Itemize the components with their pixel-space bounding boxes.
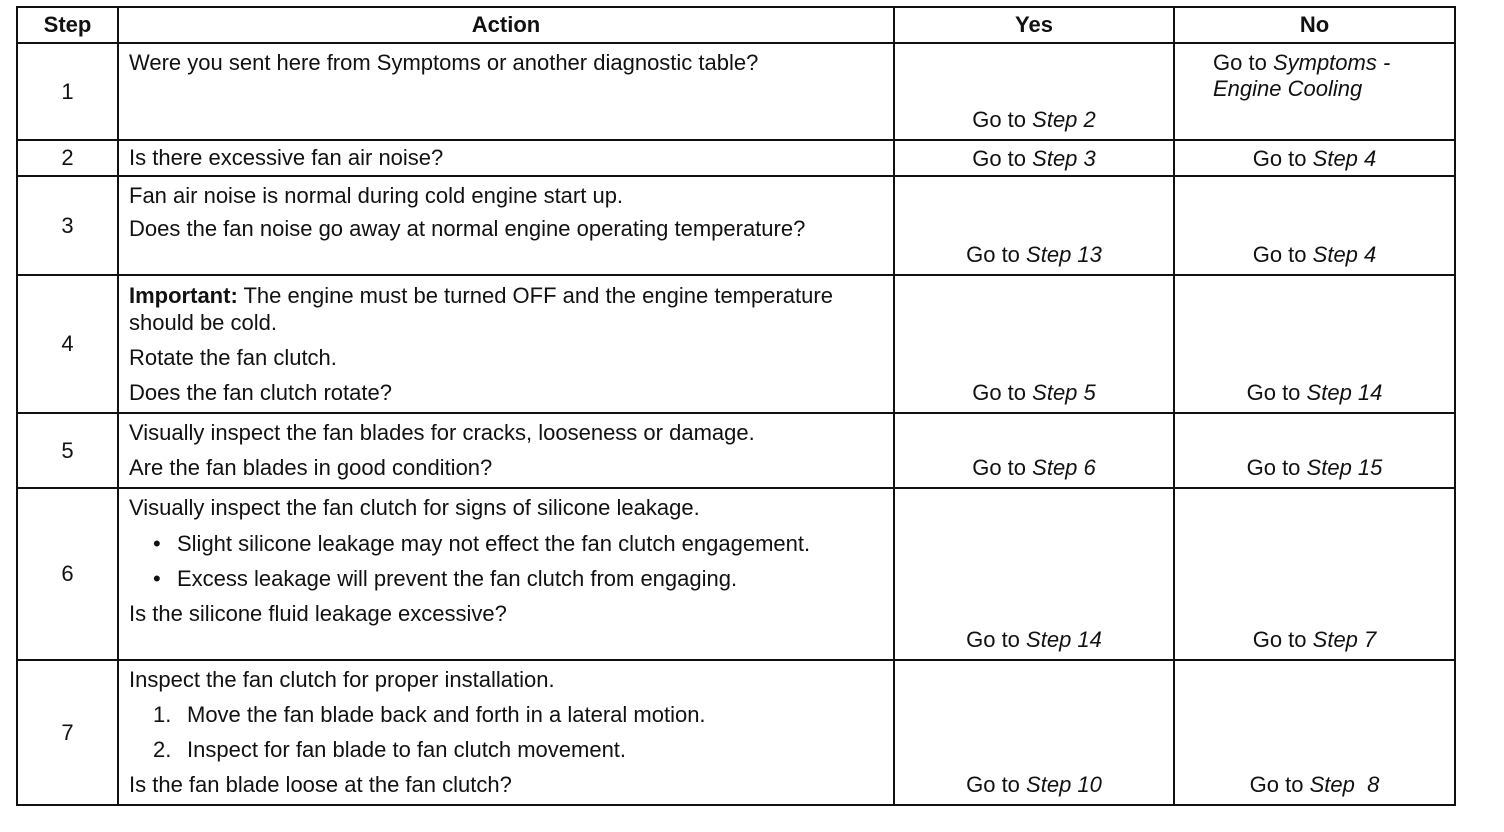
goto-label: Go to <box>1213 50 1267 75</box>
yes-target: Step 6 <box>1032 455 1096 480</box>
yes-target: Step 14 <box>1026 627 1102 652</box>
no-cell <box>1174 660 1455 805</box>
no-cell <box>1174 43 1455 140</box>
item-number: 1. <box>153 702 172 727</box>
action-question: Is the silicone fluid leakage excessive? <box>129 601 507 626</box>
bullet-text: Slight silicone leakage may not effect the fan clutch engagement. <box>177 531 811 556</box>
no-cell <box>1174 176 1455 275</box>
action-cell <box>118 176 894 275</box>
action-text: Inspect the fan clutch for proper installation. <box>129 667 555 692</box>
goto-label: Go to <box>1246 455 1301 480</box>
bullet-text: Excess leakage will prevent the fan clutch from engaging. <box>177 566 738 591</box>
step-number: 2 <box>17 140 118 176</box>
table-row <box>17 660 1455 805</box>
yes-cell <box>894 43 1174 140</box>
no-target-line2: Engine Cooling <box>1213 76 1363 101</box>
item-number: 2. <box>153 737 172 762</box>
table-row <box>17 488 1455 660</box>
yes-cell <box>894 140 1174 176</box>
yes-cell <box>894 488 1174 660</box>
no-cell <box>1174 413 1455 488</box>
action-cell <box>118 43 894 140</box>
action-cell <box>118 488 894 660</box>
important-text: The engine must be turned OFF and the engine temperature should be cold. <box>129 283 833 335</box>
header-yes: Yes <box>894 7 1174 43</box>
header-row <box>17 7 1455 43</box>
table-row <box>17 43 1455 140</box>
yes-cell <box>894 176 1174 275</box>
action-cell <box>118 660 894 805</box>
goto-label: Go to <box>1249 772 1304 797</box>
yes-target: Step 3 <box>1032 146 1096 171</box>
yes-cell <box>894 275 1174 413</box>
numbered-text: Inspect for fan blade to fan clutch movement. <box>187 737 627 762</box>
important-label: Important: <box>129 283 238 308</box>
action-text: Visually inspect the fan clutch for signs of silicone leakage. <box>129 495 700 520</box>
yes-target: Step 2 <box>1032 107 1096 132</box>
no-target-line1: Symptoms - <box>1272 50 1391 75</box>
table-row <box>17 413 1455 488</box>
action-question: Is the fan blade loose at the fan clutch? <box>129 772 512 797</box>
yes-target: Step 10 <box>1026 772 1102 797</box>
goto-label: Go to <box>972 146 1027 171</box>
table-row <box>17 176 1455 275</box>
action-text: Rotate the fan clutch. <box>129 345 337 370</box>
action-question: Are the fan blades in good condition? <box>129 455 493 480</box>
numbered-item <box>129 737 883 763</box>
action-text: Fan air noise is normal during cold engine start up. <box>129 183 624 208</box>
goto-label: Go to <box>1252 146 1307 171</box>
no-cell <box>1174 275 1455 413</box>
goto-label: Go to <box>966 242 1020 267</box>
action-text: Visually inspect the fan blades for cracks, looseness or damage. <box>129 420 755 445</box>
header-step: Step <box>17 7 118 43</box>
goto-label: Go to <box>966 772 1020 797</box>
header-no: No <box>1174 7 1455 43</box>
action-question: Does the fan noise go away at normal engine operating temperature? <box>129 216 806 241</box>
table-row <box>17 140 1455 176</box>
yes-target: Step 5 <box>1032 380 1096 405</box>
no-cell <box>1174 140 1455 176</box>
no-cell <box>1174 488 1455 660</box>
no-target: Step 8 <box>1309 772 1380 797</box>
yes-target: Step 13 <box>1026 242 1102 267</box>
goto-label: Go to <box>966 627 1020 652</box>
action-text: Were you sent here from Symptoms or another diagnostic table? <box>129 50 759 75</box>
step-number: 7 <box>17 660 118 805</box>
yes-cell <box>894 660 1174 805</box>
bullet-item <box>129 566 883 592</box>
step-number: 5 <box>17 413 118 488</box>
goto-label: Go to <box>1252 627 1307 652</box>
no-target: Step 14 <box>1306 380 1383 405</box>
goto-label: Go to <box>1252 242 1307 267</box>
yes-cell <box>894 413 1174 488</box>
action-cell <box>118 413 894 488</box>
step-number: 6 <box>17 488 118 660</box>
action-question: Does the fan clutch rotate? <box>129 380 392 405</box>
action-text: Is there excessive fan air noise? <box>129 145 444 170</box>
step-number: 4 <box>17 275 118 413</box>
step-number: 1 <box>17 43 118 140</box>
action-cell <box>118 275 894 413</box>
no-target: Step 4 <box>1312 242 1377 267</box>
no-target: Step 15 <box>1306 455 1383 480</box>
numbered-text: Move the fan blade back and forth in a lateral motion. <box>187 702 706 727</box>
no-target: Step 7 <box>1312 627 1377 652</box>
goto-label: Go to <box>972 380 1027 405</box>
bullet-mark: • <box>153 531 161 556</box>
table-row <box>17 275 1455 413</box>
goto-label: Go to <box>972 107 1027 132</box>
action-cell <box>118 140 894 176</box>
bullet-mark: • <box>153 566 161 591</box>
header-action: Action <box>118 7 894 43</box>
no-target: Step 4 <box>1312 146 1377 171</box>
important-note <box>129 282 883 336</box>
numbered-item <box>129 702 883 728</box>
goto-label: Go to <box>972 455 1027 480</box>
step-number: 3 <box>17 176 118 275</box>
bullet-item <box>129 530 883 557</box>
diagnostic-table <box>16 6 1456 806</box>
goto-label: Go to <box>1246 380 1301 405</box>
